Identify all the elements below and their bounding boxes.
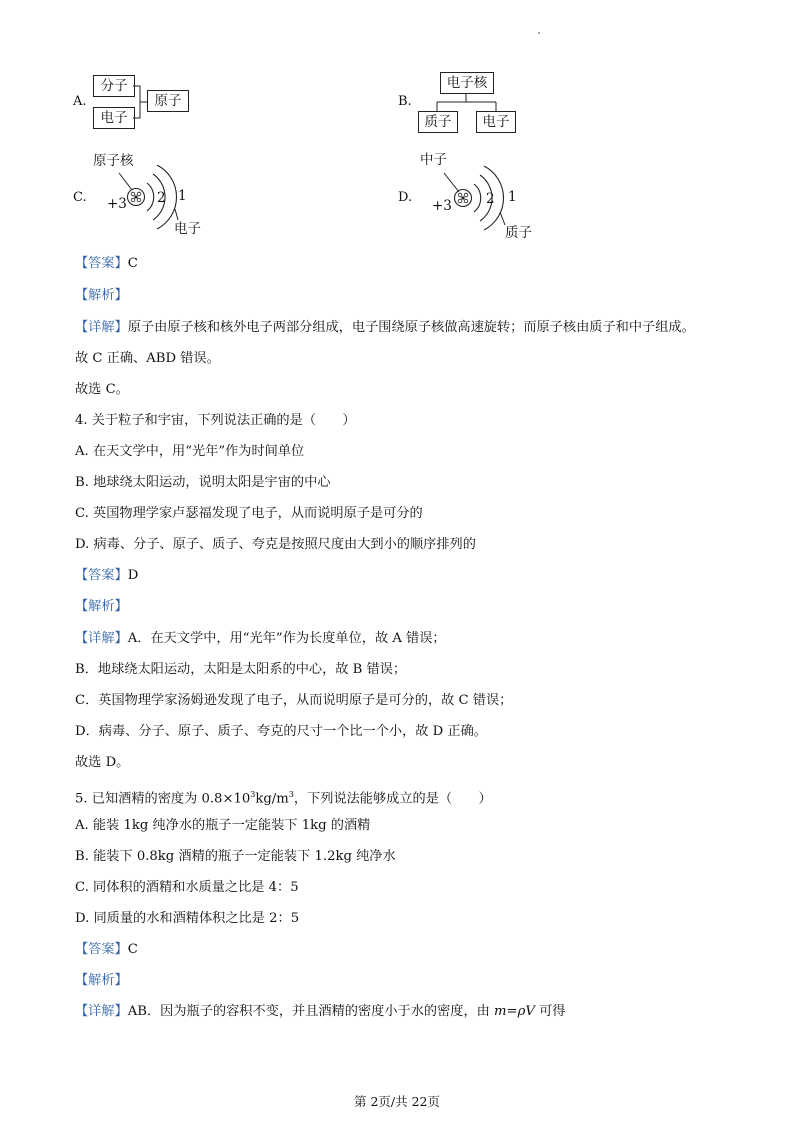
q4-detail-2: B．地球绕太阳运动，太阳是太阳系的中心，故 B 错误；: [75, 662, 407, 677]
density-formula: m=ρV: [494, 1004, 535, 1019]
q4-option-b: B. 地球绕太阳运动，说明太阳是宇宙的中心: [75, 475, 331, 490]
q3-analysis-tag: [75, 287, 128, 305]
answer-value: C: [127, 942, 138, 957]
q5-analysis-tag: [75, 972, 128, 990]
answer-value: D: [127, 568, 139, 583]
detail-text: AB．因为瓶子的容积不变，并且酒精的密度小于水的密度，由: [127, 1004, 495, 1019]
label-shell-1-d: 1: [508, 189, 517, 205]
q4-detail-4: D．病毒、分子、原子、质子、夸克的尺寸一个比一个小，故 D 正确。: [75, 724, 487, 739]
q4-analysis-tag: [75, 598, 128, 616]
label-charge-c: +3: [107, 196, 127, 212]
q4-detail-1: [75, 630, 446, 648]
option-d-label: D.: [398, 190, 413, 205]
q3-conclusion: 故选 C。: [75, 382, 129, 397]
q4-conclusion: 故选 D。: [75, 755, 130, 770]
q4-option-c: C. 英国物理学家卢瑟福发现了电子，从而说明原子是可分的: [75, 506, 423, 521]
q3-detail-1: [75, 319, 695, 337]
analysis-tag: 【解析】: [75, 288, 128, 303]
stem-unit: kg/m: [255, 791, 289, 807]
atom-model-c: [115, 165, 195, 235]
box-electron-b: 电子: [476, 111, 516, 133]
label-shell-2-c: 2: [157, 190, 166, 206]
stem-sup-2: 3: [288, 790, 294, 799]
page-footer: 第 2页/共 22页: [353, 1094, 441, 1109]
q4-detail-3: C．英国物理学家汤姆逊发现了电子，从而说明原子是可分的，故 C 错误；: [75, 693, 513, 708]
label-nucleus: 原子核: [93, 153, 134, 169]
q5-option-b: B. 能装下 0.8kg 酒精的瓶子一定能装下 1.2kg 纯净水: [75, 849, 396, 864]
label-shell-1-c: 1: [178, 188, 187, 204]
diagram-b-connector: [430, 93, 510, 113]
q5-option-a: A. 能装 1kg 纯净水的瓶子一定能装下 1kg 的酒精: [75, 818, 371, 833]
label-electron-c: 电子: [174, 221, 201, 237]
answer-tag: 【答案】: [75, 942, 128, 957]
q3-detail-2: 故 C 正确、ABD 错误。: [75, 351, 220, 366]
stem-part: 5. 已知酒精的密度为 0.8×10: [75, 791, 251, 807]
box-electron: 电子: [93, 107, 135, 129]
answer-value: C: [127, 256, 138, 271]
answer-tag: 【答案】: [75, 256, 128, 271]
detail-tag: 【详解】: [75, 1004, 128, 1019]
q4-option-d: D. 病毒、分子、原子、质子、夸克是按照尺度由大到小的顺序排列的: [75, 537, 476, 552]
answer-tag: 【答案】: [75, 568, 128, 583]
detail-text-end: 可得: [534, 1004, 566, 1019]
label-proton-d: 质子: [505, 225, 532, 241]
box-atom: 原子: [147, 90, 189, 112]
detail-tag: 【详解】: [75, 320, 128, 335]
diagram-a-connector: [133, 84, 149, 120]
q5-answer: [75, 941, 138, 959]
label-neutron: 中子: [420, 152, 447, 168]
q4-option-a: A. 在天文学中，用“光年”作为时间单位: [75, 444, 305, 459]
analysis-tag: 【解析】: [75, 973, 128, 988]
box-electron-nucleus: 电子核: [440, 72, 494, 94]
q4-stem: 4. 关于粒子和宇宙，下列说法正确的是（ ）: [75, 413, 356, 428]
option-b-label: B.: [398, 94, 412, 109]
detail-text: 原子由原子核和核外电子两部分组成，电子围绕原子核做高速旋转；而原子核由质子和中子组成。: [127, 320, 695, 335]
label-charge-d: +3: [432, 198, 452, 214]
stem-sup: 3: [250, 790, 256, 799]
label-shell-2-d: 2: [486, 191, 495, 207]
analysis-tag: 【解析】: [75, 599, 128, 614]
option-a-label: A.: [73, 94, 87, 109]
box-molecule: 分子: [93, 75, 135, 97]
detail-text: A．在天文学中，用“光年”作为长度单位，故 A 错误；: [127, 631, 446, 646]
q5-stem: [75, 786, 492, 808]
q3-answer: [75, 255, 138, 273]
option-c-label: C.: [73, 190, 87, 205]
q5-option-c: C. 同体积的酒精和水质量之比是 4：5: [75, 880, 299, 895]
scan-dot: [538, 32, 540, 34]
atom-model-d: [442, 165, 522, 237]
detail-tag: 【详解】: [75, 631, 128, 646]
q5-option-d: D. 同质量的水和酒精体积之比是 2：5: [75, 911, 300, 926]
q4-answer: [75, 567, 138, 585]
stem-part-2: ，下列说法能够成立的是（ ）: [293, 791, 492, 807]
box-proton: 质子: [418, 111, 458, 133]
q5-detail-1: [75, 1003, 565, 1021]
